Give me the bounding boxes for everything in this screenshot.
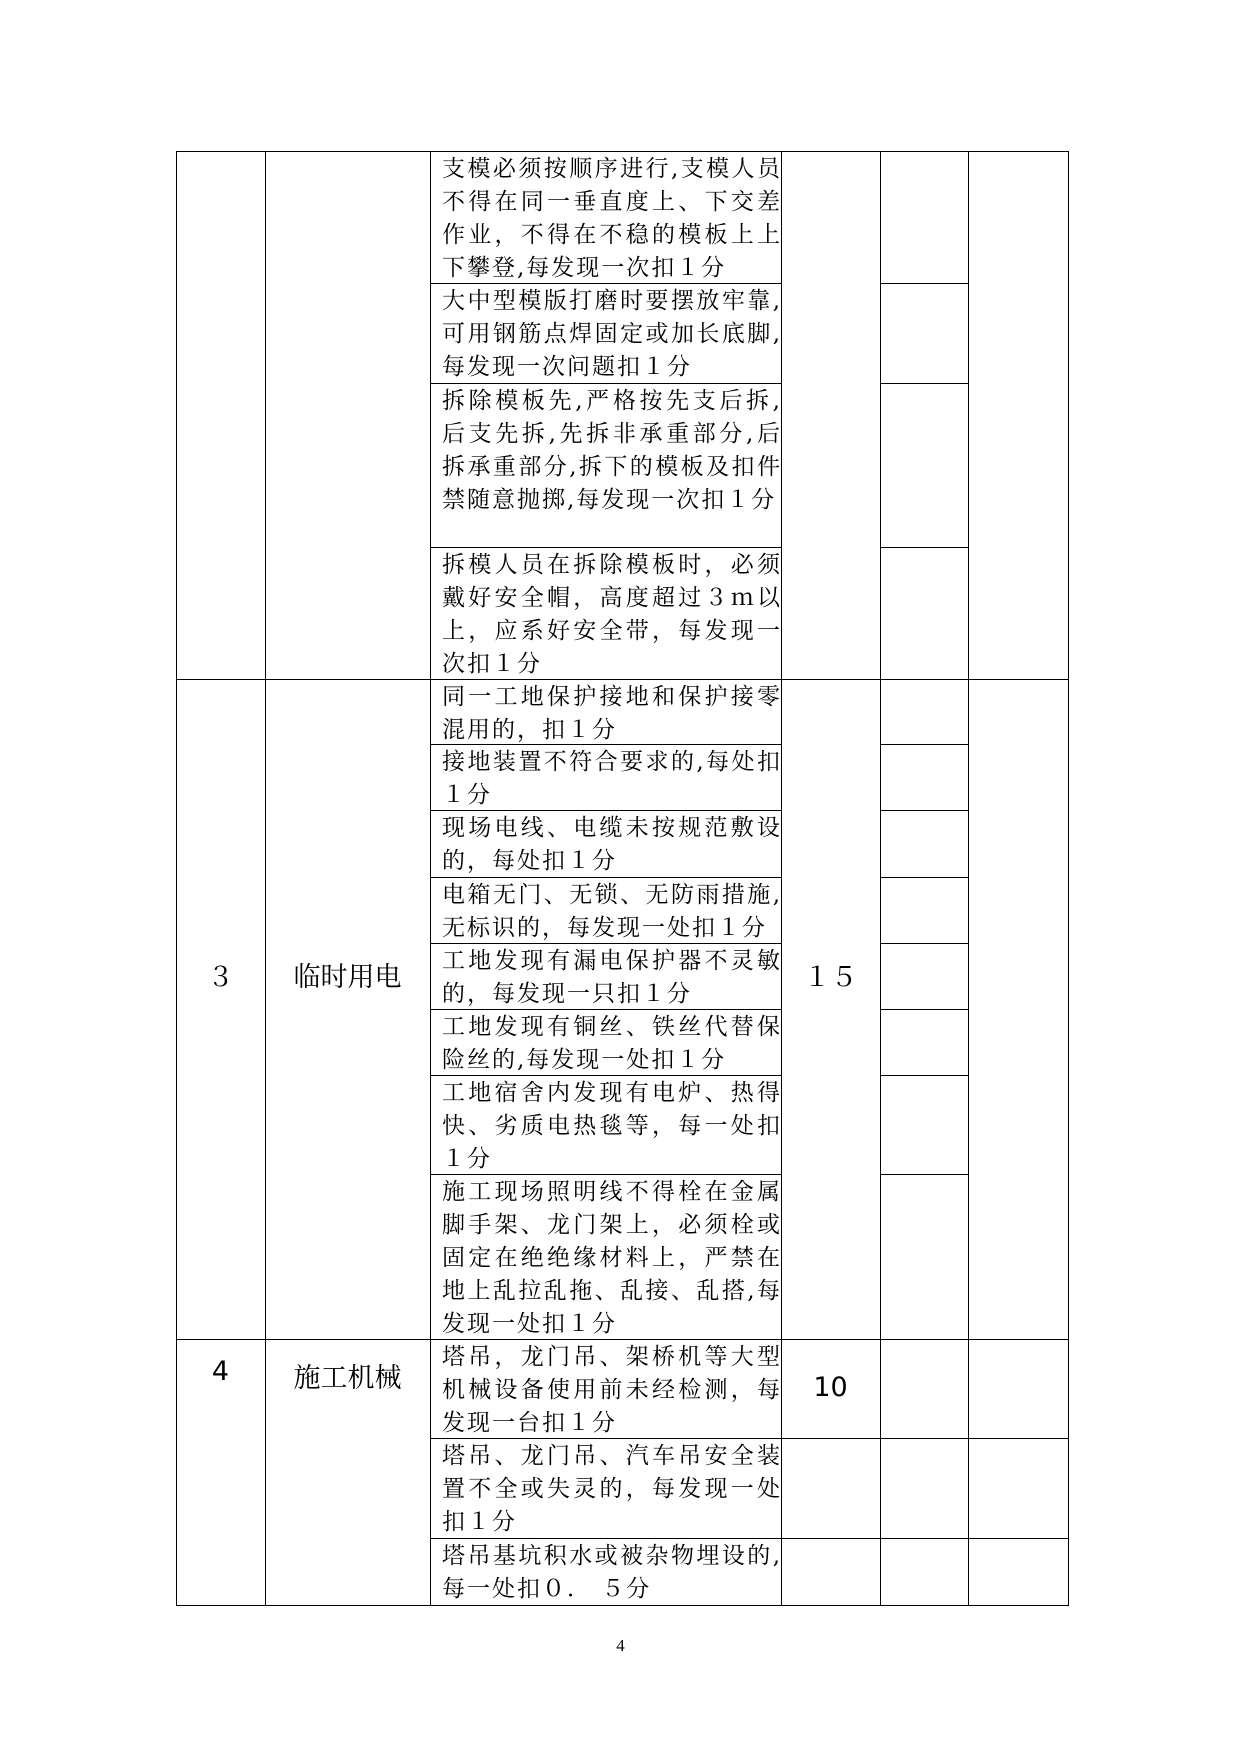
item-text: 塔吊、龙门吊、汽车吊安全装置不全或失灵的，每发现一处扣１分 (442, 1443, 782, 1535)
col-line-4 (880, 151, 881, 1606)
section4-number: 4 (211, 1356, 230, 1387)
item-text: 电箱无门、无锁、无防雨措施,无标识的，每发现一处扣１分 (442, 882, 782, 941)
item-text: 拆除模板先,严格按先支后拆,后支先拆,先拆非承重部分,后拆承重部分,拆下的模板及扣件禁随意抛掷,每发现一次扣１分 (442, 388, 782, 513)
row-line (880, 1174, 968, 1175)
item-text: 塔吊，龙门吊、架桥机等大型机械设备使用前未经检测，每发现一台扣１分 (442, 1344, 782, 1436)
row-line (880, 744, 968, 745)
section4-name: 施工机械 (293, 1363, 402, 1394)
page-number: 4 (616, 1636, 625, 1655)
col-line-6 (1068, 151, 1069, 1606)
item-text: 施工现场照明线不得栓在金属脚手架、龙门架上，必须栓或固定在绝绝缘材料上，严禁在地上乱拉乱拖、乱接、乱搭,每发现一处扣１分 (442, 1179, 782, 1337)
row-line (430, 547, 781, 548)
row-line (880, 877, 968, 878)
row-line (880, 943, 968, 944)
row-line (880, 1075, 968, 1076)
item-text: 拆模人员在拆除模板时，必须戴好安全帽，高度超过３ｍ以上，应系好安全带，每发现一次扣１分 (442, 552, 782, 677)
col-line-5 (968, 151, 969, 1606)
item-text: 支模必须按顺序进行,支模人员不得在同一垂直度上、下交差作业，不得在不稳的模板上上下攀登,每发现一次扣１分 (442, 156, 782, 281)
row-line (880, 283, 968, 284)
item-text: 现场电线、电缆未按规范敷设的，每处扣１分 (442, 815, 782, 874)
item-text: 工地发现有漏电保护器不灵敏的，每发现一只扣１分 (442, 948, 782, 1007)
row-line (880, 547, 968, 548)
item-text: 大中型模版打磨时要摆放牢靠,可用钢筋点焊固定或加长底脚,每发现一次问题扣１分 (442, 288, 782, 380)
item-text: 接地装置不符合要求的,每处扣１分 (442, 749, 782, 808)
row-line (880, 383, 968, 384)
table-top-border (176, 151, 1068, 152)
col-line-2 (430, 151, 431, 1606)
item-text: 塔吊基坑积水或被杂物埋设的,每一处扣０． ５分 (442, 1543, 782, 1602)
item-text: 工地宿舍内发现有电炉、热得快、劣质电热毯等，每一处扣１分 (442, 1080, 782, 1172)
row-line (880, 810, 968, 811)
row-line (880, 1009, 968, 1010)
section3-number: ３ (207, 962, 234, 993)
item-text: 同一工地保护接地和保护接零混用的，扣１分 (442, 684, 782, 743)
section3-name: 临时用电 (293, 962, 402, 993)
item-text: 工地发现有铜丝、铁丝代替保险丝的,每发现一处扣１分 (442, 1014, 782, 1073)
section3-score: １５ (803, 962, 858, 993)
section4-score: 10 (813, 1372, 848, 1403)
col-line-0 (176, 151, 177, 1606)
